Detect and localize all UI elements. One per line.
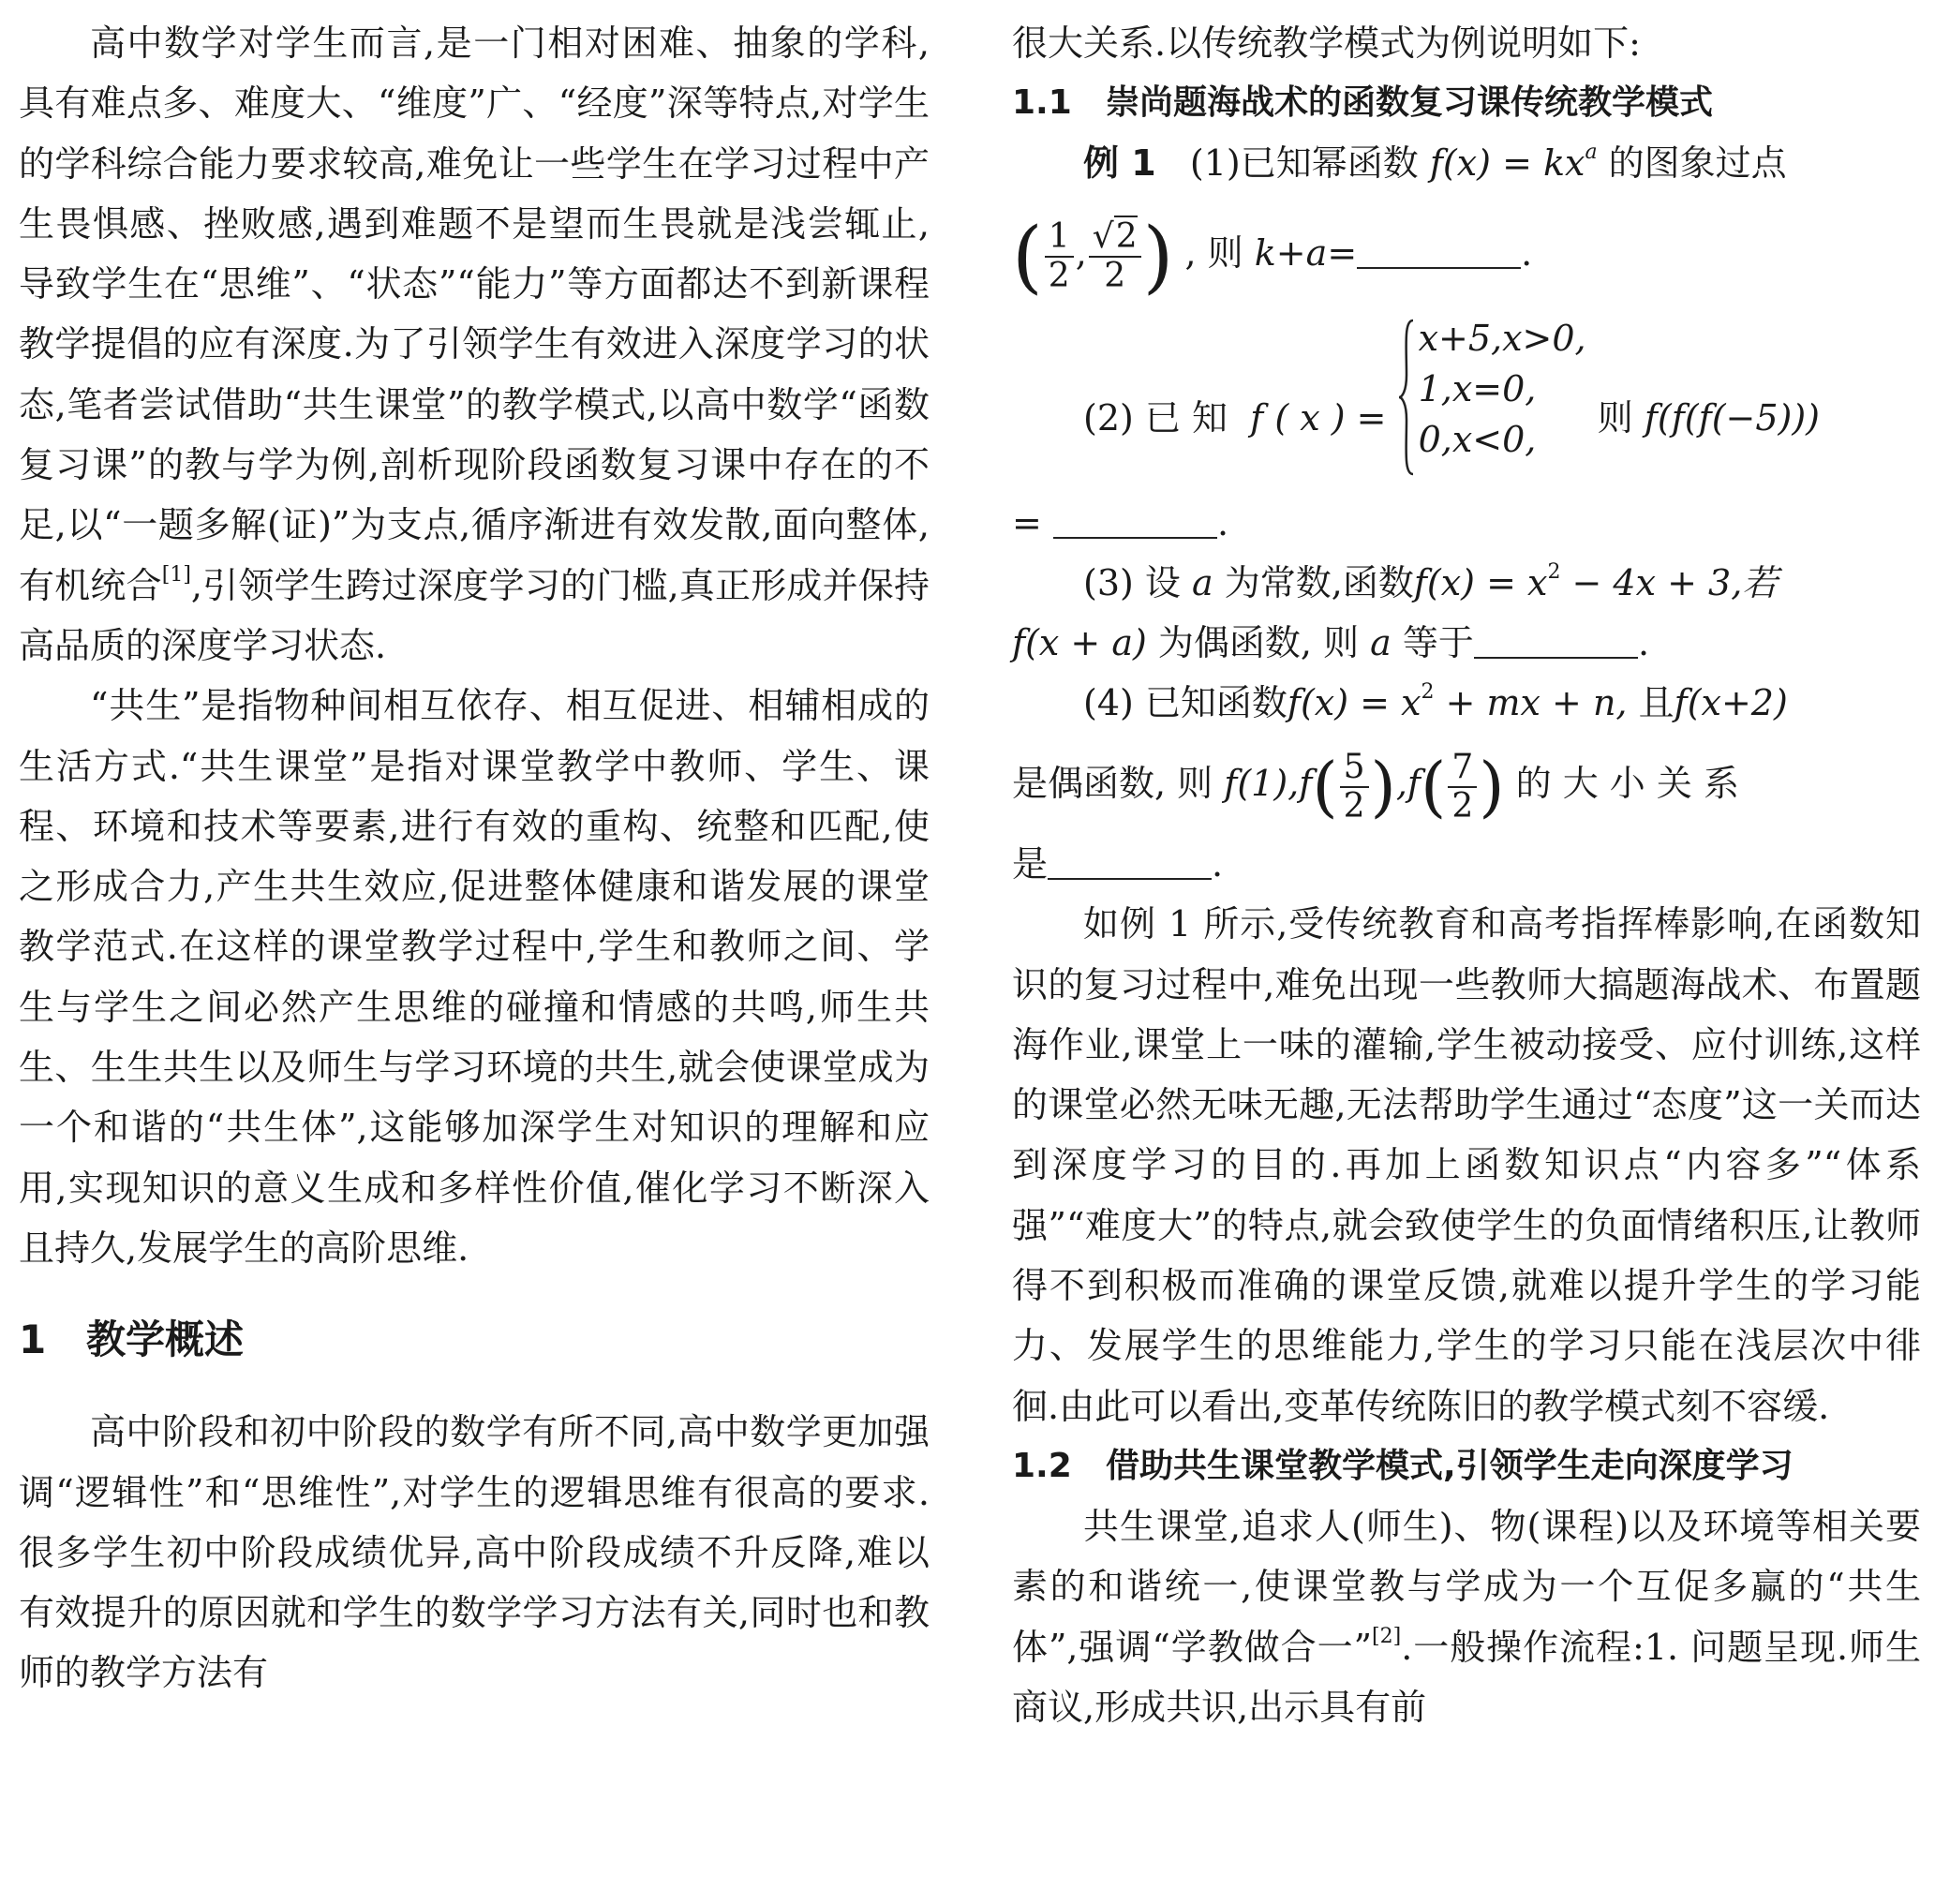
question-3-line-2: f(x + a) 为偶函数, 则 a 等于 . [1012,622,1650,664]
answer-blank-1[interactable] [1357,235,1521,269]
intro-paragraph: 高中数学对学生而言,是一门相对困难、抽象的学科,具有难点多、难度大、“维度”广、“经度”深等特点,对学生的学科综合能力要求较高,难免让一些学生在学习过程中产生畏惧感、挫败感,遇到难题不是望而生畏就是浅尝辄止,导致学生在“思维”、“状态”“能力”等方面都达不到新课程教学提倡的应有深度.为了引领学生有效进入深度学习的状态,笔者尝试借助“共生课堂”的教学模式,以高中数学“函数复习课”的教与学为例,剖析现阶段函数复习课中存在的不足,以“一题多解(证)”为支点,循序渐进有效发散,面向整体,有机统合[1],引领学生跨过深度学习的门槛,真正形成并保持高品质的深度学习状态. [19,22,930,666]
left-brace-icon [1398,319,1415,476]
example-1 [1012,133,1921,894]
citation-2[interactable]: [2] [1372,1624,1402,1648]
symbiotic-classroom-paragraph: 共生课堂,追求人(师生)、物(课程)以及环境等相关要素的和谐统一,使课堂教与学成为一个互促多赢的“共生体”,强调“学教做合一”[2].一般操作流程:1. 问题呈现.师生商议,形成共识,出示具有前 [1012,1505,1921,1728]
right-column [1012,13,1921,1897]
answer-blank-4[interactable] [1048,846,1212,880]
symbiosis-paragraph: “共生”是指物种间相互依存、相互促进、相辅相成的生活方式.“共生课堂”是指对课堂教学中教师、学生、课程、环境和技术等要素,进行有效的重构、统整和匹配,使之形成合力,产生共生效应,促进整体健康和谐发展的课堂教学范式.在这样的课堂教学过程中,学生和教师之间、学生与学生之间必然产生思维的碰撞和情感的共鸣,师生共生、生生共生以及师生与学习环境的共生,就会使课堂成为一个和谐的“共生体”,这能够加深学生对知识的理解和应用,实现知识的意义生成和多样性价值,催化学习不断深入且持久,发展学生的高阶思维. [19,685,930,1269]
piecewise-function: x+5,x>0, 1,x=0, 0,x<0, [1398,313,1586,529]
question-1-line-2: ( $\frac{1}{2}$ , $\frac{√2}{2}$ ) , 则 k+a= . [1012,210,1533,303]
question-2-line-1: (2) 已 知 f ( x ) = x+5,x>0, 1,x=0, 0,x<0, 则 f(f(f(−5))) [1012,313,1921,493]
answer-blank-3[interactable] [1474,625,1638,659]
question-1-line-1: 例 1 (1)已知幂函数 $f(x) = kx^a$ 的图象过点 [1083,141,1787,185]
citation-1[interactable]: [1] [161,562,191,587]
overview-paragraph: 高中阶段和初中阶段的数学有所不同,高中数学更加强调“逻辑性”和“思维性”,对学生的逻辑思维有很高的要求.很多学生初中阶段成绩优异,高中阶段成绩不升反降,难以有效提升的原因就和学生的数学学习方法有关,同时也和教师的教学方法有 [19,1411,930,1694]
question-4-line-1: (4) 已知函数$f(x) = x^2$ + mx + n, 且f(x+2) [1083,680,1788,724]
question-4-line-3: 是 . [1012,843,1224,885]
fraction-seven-halves: $\frac{7}{2}$ [1448,749,1477,826]
section-1-heading: 1 教学概述 [19,1316,245,1363]
question-4-line-2: 是偶函数, 则 f(1),f( $\frac{5}{2}$ ),f( $\frac{7}{2}$ ) 的 大 小 关 系 [1012,747,1739,826]
section-1-1-heading: 1.1 崇尚题海战术的函数复习课传统教学模式 [1012,83,1714,123]
left-column [19,13,930,1897]
question-2-line-2: = . [1012,502,1229,544]
section-1-2-heading: 1.2 借助共生课堂教学模式,引领学生走向深度学习 [1012,1446,1794,1485]
question-3-line-1: (3) 设 a 为常数,函数$f(x) = x^2 - 4x + 3$,若 [1083,560,1779,604]
answer-blank-2[interactable] [1053,505,1217,539]
fraction-one-half: $\frac{1}{2}$ [1045,218,1074,295]
fraction-root2-over-2: $\frac{√2}{2}$ [1089,218,1141,295]
fraction-five-halves: $\frac{5}{2}$ [1340,749,1369,826]
analysis-paragraph: 如例 1 所示,受传统教育和高考指挥棒影响,在函数知识的复习过程中,难免出现一些教师大搞题海战术、布置题海作业,课堂上一味的灌输,学生被动接受、应付训练,这样的课堂必然无味无趣,无法帮助学生通过“态度”这一关而达到深度学习的目的.再加上函数知识点“内容多”“体系强”“难度大”的特点,就会致使学生的负面情绪积压,让教师得不到积极而准确的课堂反馈,就难以提升学生的学习能力、发展学生的思维能力,学生的学习只能在浅层次中徘徊.由此可以看出,变革传统陈旧的教学模式刻不容缓. [1012,903,1921,1427]
continued-paragraph: 很大关系.以传统教学模式为例说明如下: [1012,22,1641,64]
